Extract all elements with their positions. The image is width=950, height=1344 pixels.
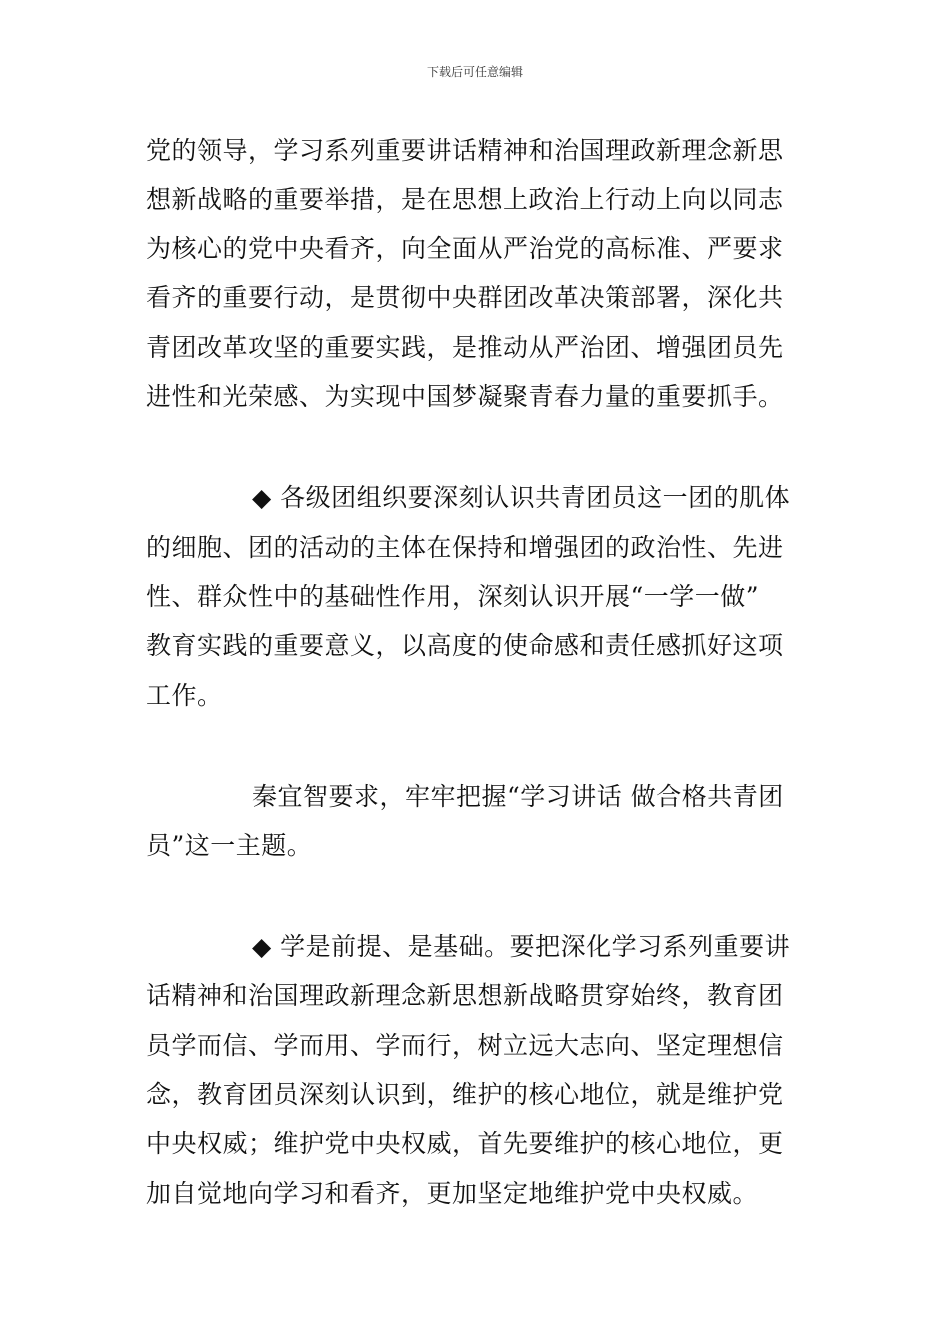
- paragraph-1-line-3: 为核心的党中央看齐，向全面从严治党的高标准、严要求: [146, 234, 784, 263]
- page-header-note: 下载后可任意编辑: [426, 65, 523, 79]
- paragraph-2-line-4: 教育实践的重要意义，以高度的使命感和责任感抓好这项: [146, 631, 784, 660]
- paragraph-1-line-5: 青团改革攻坚的重要实践，是推动从严治团、增强团员先: [146, 333, 784, 362]
- paragraph-1-line-1: 党的领导，学习系列重要讲话精神和治国理政新理念新思: [146, 136, 784, 165]
- paragraph-3-line-2: 员”这一主题。: [146, 831, 313, 860]
- paragraph-4-line-1: ◆ 学是前提、是基础。要把深化学习系列重要讲: [252, 932, 791, 961]
- paragraph-2-line-3: 性、群众性中的基础性作用，深刻认识开展“一学一做”: [146, 582, 760, 611]
- paragraph-4-line-5: 中央权威；维护党中央权威，首先要维护的核心地位，更: [146, 1129, 784, 1158]
- paragraph-4-line-6: 加自觉地向学习和看齐，更加坚定地维护党中央权威。: [146, 1179, 759, 1208]
- paragraph-1-line-6: 进性和光荣感、为实现中国梦凝聚青春力量的重要抓手。: [146, 382, 784, 411]
- paragraph-4-line-2: 话精神和治国理政新理念新思想新战略贯穿始终，教育团: [146, 981, 784, 1010]
- paragraph-2-line-5: 工作。: [146, 681, 223, 710]
- paragraph-3-line-1: 秦宜智要求，牢牢把握“学习讲话 做合格共青团: [252, 782, 784, 811]
- paragraph-1-line-2: 想新战略的重要举措，是在思想上政治上行动上向以同志: [146, 185, 784, 214]
- paragraph-2-line-1: ◆ 各级团组织要深刻认识共青团员这一团的肌体: [252, 483, 791, 512]
- paragraph-4-line-4: 念，教育团员深刻认识到，维护的核心地位，就是维护党: [146, 1080, 784, 1109]
- paragraph-4-line-3: 员学而信、学而用、学而行，树立远大志向、坚定理想信: [146, 1031, 784, 1060]
- paragraph-2-line-2: 的细胞、团的活动的主体在保持和增强团的政治性、先进: [146, 533, 784, 562]
- paragraph-1-line-4: 看齐的重要行动，是贯彻中央群团改革决策部署，深化共: [146, 283, 784, 312]
